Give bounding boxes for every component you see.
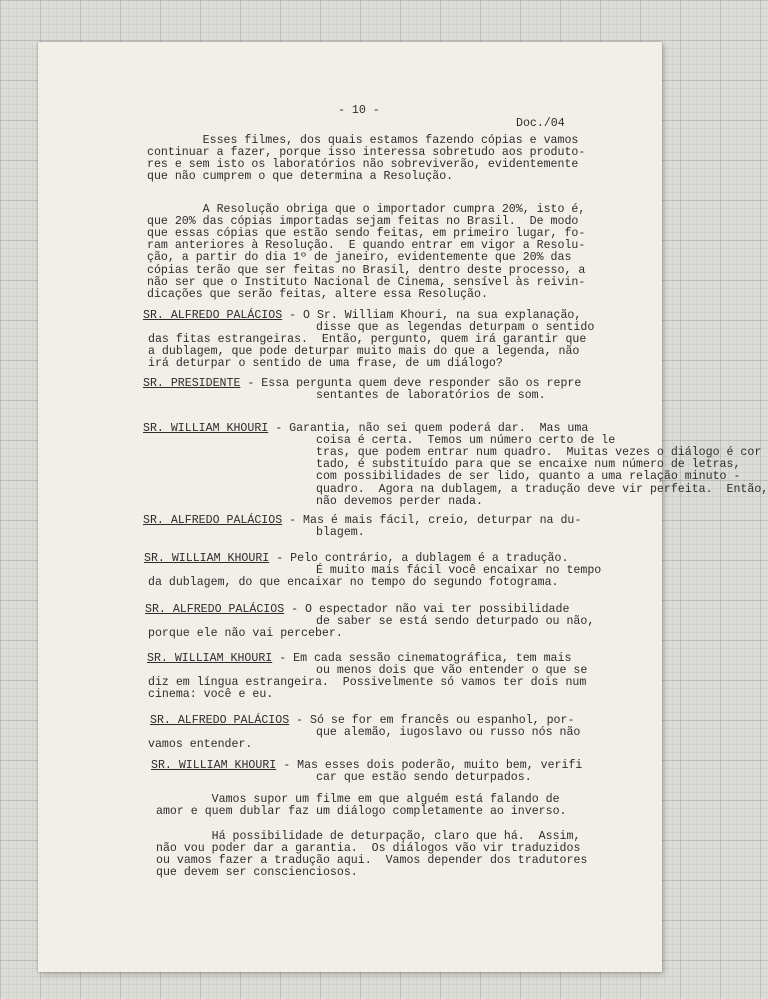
speech-line: diz em língua estrangeira. Possivelmente só vamos ter dois num — [148, 676, 587, 690]
speech-first-line: - Só se for em francês ou espanhol, por- — [289, 714, 575, 727]
paragraph-line: que 20% das cópias importadas sejam feitas no Brasil. De modo — [147, 215, 579, 229]
speech-first-line: - Garantia, não sei quem poderá dar. Mas uma — [268, 422, 589, 435]
speech-line: a dublagem, que pode deturpar muito mais do que a legenda, não — [148, 345, 580, 359]
document-reference: Doc./04 — [516, 117, 565, 130]
paragraph-line: ção, a partir do dia 1º de janeiro, evidentemente que 20% das — [147, 251, 572, 265]
speech-first-line: - O espectador não vai ter possibilidade — [284, 603, 570, 616]
speech-line: ou menos dois que vão entender o que se — [316, 664, 588, 678]
speech-line: sentantes de laboratórios de som. — [316, 389, 546, 403]
paragraph-line: cópias terão que ser feitas no Brasil, dentro deste processo, a — [147, 263, 586, 277]
speech-line: quadro. Agora na dublagem, a tradução deve vir perfeita. Então, — [316, 482, 768, 496]
speaker-name: SR. ALFREDO PALÁCIOS — [143, 514, 283, 527]
speech-line: car que estão sendo deturpados. — [316, 771, 532, 785]
closing-line: Há possibilidade de deturpação, claro que há. Assim, — [156, 830, 581, 843]
speech-line: porque ele não vai perceber. — [148, 627, 343, 641]
speech-first-line: - Essa pergunta quem deve responder são os repre — [240, 377, 582, 390]
paragraph-line: que essas cópias que estão sendo feitas, em primeiro lugar, fo- — [147, 227, 586, 241]
speech-line: não devemos perder nada. — [316, 494, 483, 508]
speech-line: blagem. — [316, 526, 365, 540]
speech-line: de saber se está sendo deturpado ou não, — [316, 615, 595, 629]
speaker-name: SR. WILLIAM KHOURI — [143, 422, 269, 435]
speech-line: das fitas estrangeiras. Então, pergunto, quem irá garantir que — [148, 333, 587, 347]
speech-line: cinema: você e eu. — [148, 688, 274, 702]
speech-first-line: - Em cada sessão cinematográfica, tem mais — [272, 652, 572, 665]
paragraph-line: Esses filmes, dos quais estamos fazendo cópias e vamos — [147, 134, 579, 147]
closing-line: Vamos supor um filme em que alguém está falando de — [156, 793, 560, 806]
paragraph-line: que não cumprem o que determina a Resolução. — [147, 170, 454, 184]
document-page — [38, 42, 768, 972]
closing-line: amor e quem dublar faz um diálogo completamente ao inverso. — [156, 805, 567, 819]
paragraph-line: A Resolução obriga que o importador cumpra 20%, isto é, — [147, 203, 586, 216]
speech-line: É muito mais fácil você encaixar no tempo — [316, 564, 602, 578]
speech-line: da dublagem, do que encaixar no tempo do segundo fotograma. — [148, 576, 559, 590]
speech-line: disse que as legendas deturpam o sentido — [316, 321, 595, 335]
closing-line: que devem ser conscienciosos. — [156, 866, 358, 880]
speaker-name: SR. PRESIDENTE — [143, 377, 241, 390]
speech-first-line: - Mas esses dois poderão, muito bem, verifi — [276, 759, 583, 772]
paragraph-line: res e sem isto os laboratórios não sobreviverão, evidentemente — [147, 158, 579, 172]
speaker-name: SR. WILLIAM KHOURI — [147, 652, 273, 665]
speech-line: vamos entender. — [148, 738, 253, 752]
speech-line: que alemão, iugoslavo ou russo nós não — [316, 726, 581, 740]
speech-line: tras, que podem entrar num quadro. Muitas vezes o diálogo é cor — [316, 446, 762, 460]
speech-line: com possibilidades de ser lido, quanto a uma relação minuto - — [316, 470, 741, 484]
paragraph-line: não ser que o Instituto Nacional de Cinema, sensível às reivin- — [147, 275, 586, 289]
speech-line: irá deturpar o sentido de uma frase, de um diálogo? — [148, 357, 503, 371]
paragraph-line: ram anteriores à Resolução. E quando entrar em vigor a Resolu- — [147, 239, 586, 253]
speech-first-line: - Pelo contrário, a dublagem é a tradução. — [269, 552, 569, 565]
speaker-name: SR. ALFREDO PALÁCIOS — [145, 603, 285, 616]
speech-first-line: - Mas é mais fácil, creio, deturpar na du- — [282, 514, 582, 527]
speech-line: coisa é certa. Temos um número certo de le — [316, 434, 616, 448]
speaker-name: SR. WILLIAM KHOURI — [144, 552, 270, 565]
speech-line: tado, é substituído para que se encaixe num número de letras, — [316, 458, 741, 472]
closing-line: ou vamos fazer a tradução aqui. Vamos depender dos tradutores — [156, 854, 588, 868]
speaker-name: SR. ALFREDO PALÁCIOS — [150, 714, 290, 727]
page-number: - 10 - — [338, 104, 380, 117]
speaker-name: SR. ALFREDO PALÁCIOS — [143, 309, 283, 322]
closing-line: não vou poder dar a garantia. Os diálogos vão vir traduzidos — [156, 842, 581, 856]
paragraph-line: dicações que serão feitas, altere essa Resolução. — [147, 287, 488, 301]
speech-first-line: - O Sr. William Khouri, na sua explanação, — [282, 309, 582, 322]
speaker-name: SR. WILLIAM KHOURI — [151, 759, 277, 772]
paragraph-line: continuar a fazer, porque isso interessa sobretudo aos produto- — [147, 146, 586, 160]
